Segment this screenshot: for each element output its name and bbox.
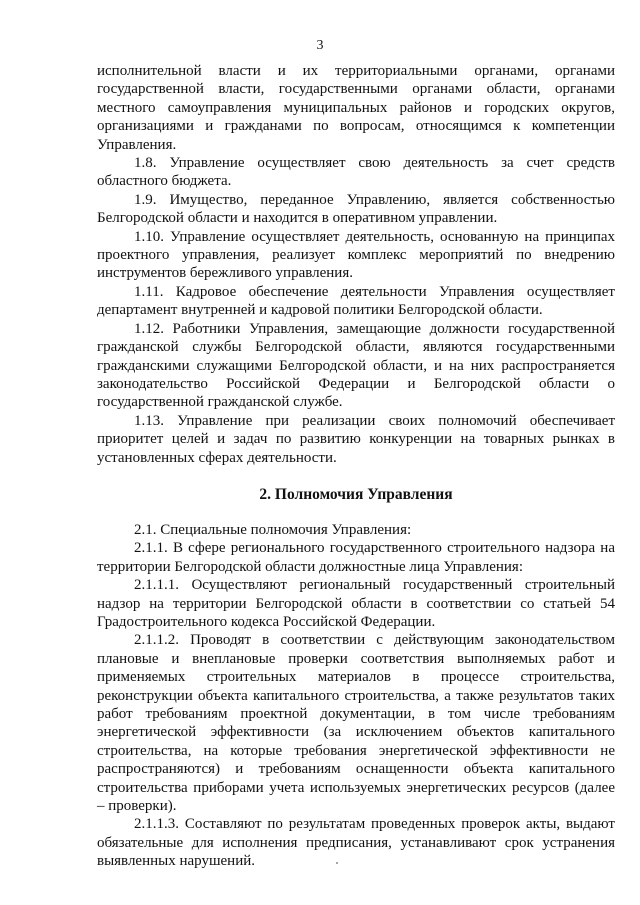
paragraph-1-8: 1.8. Управление осуществляет свою деятельность за счет средств областного бюджета. [97, 155, 615, 190]
paragraph-2-1-1-3: 2.1.1.3. Составляют по результатам проведенных проверок акты, выдают обязательные для исполнения предписания, устанавливают срок устранения выявленных нарушений. [97, 816, 615, 870]
paragraph-2-1-1-2: 2.1.1.2. Проводят в соответствии с действующим законодательством плановые и внеплановые проверки соответствия выполняемых работ и применяемых строительных материалов в процессе строительства, реконструкции объекта капитального строительства, а также результатов таких работ требованиям проектной документации, в том числе требованиям энергетической эффективности (за исключением объектов капитального строительства, на которые требования энергетической эффективности не распространяются) и требованиям оснащенности объекта капитального строительства приборами учета используемых энергетических ресурсов (далее – проверки). [97, 632, 615, 815]
paragraph-1-7-continuation: исполнительной власти и их территориальными органами, органами государственной власти, государственными органами области, органами местного самоуправления муниципальных районов и городских округов, организациями и гражданами по вопросам, относящимся к компетенции Управления. [97, 63, 615, 153]
section-title: 2. Полномочия Управления [259, 485, 453, 503]
document-body [97, 62, 615, 871]
paragraph-1-12: 1.12. Работники Управления, замещающие должности государственной гражданской службы Белгородской области, являются государственными гражданскими служащими Белгородской области, и на них распространяется законодательство Российской Федерации и Белгородской области о государственной гражданской службе. [97, 320, 615, 411]
paragraph-2-1: 2.1. Специальные полномочия Управления: [134, 521, 412, 538]
paragraph-2-1-1-1: 2.1.1.1. Осуществляют региональный государственный строительный надзор на территории Белгородской области в соответствии со статьей 54 Градостроительного кодекса Российской Федерации. [97, 577, 615, 630]
paragraph-1-9: 1.9. Имущество, переданное Управлению, является собственностью Белгородской области и находится в оперативном управлении. [97, 191, 615, 227]
paragraph-1-13: 1.13. Управление при реализации своих полномочий обеспечивает приоритет целей и задач по развитию конкуренции на товарных рынках в установленных сферах деятельности. [97, 412, 615, 466]
page-number: 3 [316, 38, 324, 53]
paragraph-1-10: 1.10. Управление осуществляет деятельность, основанную на принципах проектного управления, реализует комплекс мероприятий по внедрению инструментов бережливого управления. [97, 228, 615, 282]
paragraph-2-1-1: 2.1.1. В сфере регионального государственного строительного надзора на территории Белгородской области должностные лица Управления: [97, 540, 615, 575]
scan-speck [336, 862, 338, 864]
paragraph-1-11: 1.11. Кадровое обеспечение деятельности Управления осуществляет департамент внутренней и кадровой политики Белгородской области. [97, 283, 615, 319]
